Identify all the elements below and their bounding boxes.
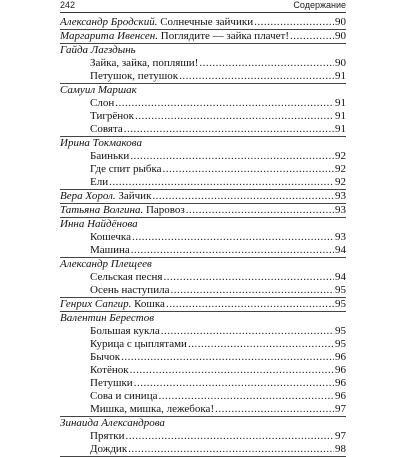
table-of-contents [60, 16, 346, 457]
toc-entry [60, 284, 346, 297]
poem-title: Слон [90, 97, 115, 109]
poem-title: Баиньки [90, 150, 130, 162]
page-number: 242 [60, 0, 76, 10]
dot-leader [163, 163, 334, 176]
poem-title: Мишка, мишка, лежебока! [90, 403, 215, 415]
toc-group [60, 137, 346, 190]
page-ref: 96 [335, 390, 346, 402]
toc-group [60, 298, 346, 312]
page-ref: 90 [335, 16, 346, 28]
dot-leader [115, 97, 334, 110]
toc-entry [60, 150, 346, 163]
poem-title: Машина [90, 244, 130, 256]
poem-title: Сова и синица [90, 390, 158, 402]
dot-leader [109, 176, 334, 189]
toc-entry [60, 325, 346, 338]
toc-author-heading [60, 258, 346, 271]
page-ref: 94 [335, 271, 346, 283]
page-ref: 95 [335, 298, 346, 310]
page-ref: 91 [335, 70, 346, 82]
poem-title: Большая кукла [90, 325, 160, 337]
poem-title: Зайка, зайка, попляши! [90, 57, 199, 69]
toc-entry [60, 443, 346, 456]
toc-group [60, 258, 346, 298]
page-ref: 97 [335, 403, 346, 415]
page-ref: 90 [335, 57, 346, 69]
toc-entry [60, 364, 346, 377]
dot-leader [131, 244, 334, 257]
poem-title: Петушки [90, 377, 133, 389]
page-ref: 95 [335, 325, 346, 337]
dot-leader [170, 284, 334, 297]
page-ref: 93 [335, 190, 346, 202]
poem-title: Поглядите — зайка плачет! [158, 30, 290, 42]
dot-leader [126, 430, 334, 443]
header-divider [60, 12, 346, 13]
poem-title: Где спит рыбка [90, 163, 162, 175]
toc-entry-with-author [60, 298, 346, 311]
toc-entry [60, 244, 346, 257]
page-ref: 96 [335, 364, 346, 376]
entry-text [60, 204, 185, 217]
dot-leader [152, 190, 334, 203]
toc-entry [60, 57, 346, 70]
section-title: Содержание [293, 0, 346, 10]
author-name: Александр Бродский. [60, 16, 158, 28]
entry-text [60, 16, 253, 29]
dot-leader [188, 338, 334, 351]
page-header [60, 0, 346, 11]
author-name: Ирина Токмакова [60, 137, 142, 149]
page-ref: 90 [335, 30, 346, 42]
dot-leader [290, 30, 334, 43]
toc-entry [60, 231, 346, 244]
poem-title: Тигрёнок [90, 110, 134, 122]
toc-entry-with-author [60, 204, 346, 217]
toc-group [60, 312, 346, 417]
dot-leader [135, 110, 334, 123]
poem-title: Прятки [90, 430, 125, 442]
dot-leader [179, 70, 334, 83]
dot-leader [254, 16, 334, 29]
dot-leader [132, 231, 334, 244]
dot-leader [158, 390, 334, 403]
toc-author-heading [60, 312, 346, 325]
page-ref: 91 [335, 110, 346, 122]
page-ref: 92 [335, 176, 346, 188]
toc-entry [60, 271, 346, 284]
author-name: Гайда Лагздынь [60, 44, 136, 56]
poem-title: Зайчик [115, 190, 152, 202]
poem-title: Петушок, петушок [90, 70, 179, 82]
author-name: Самуил Маршак [60, 84, 137, 96]
toc-entry [60, 430, 346, 443]
poem-title: Ели [90, 176, 109, 188]
page-ref: 92 [335, 163, 346, 175]
toc-group [60, 417, 346, 457]
poem-title: Совята [90, 123, 123, 135]
poem-title: Бычок [90, 351, 121, 363]
toc-group [60, 84, 346, 137]
toc-author-heading [60, 84, 346, 97]
page-ref: 91 [335, 123, 346, 135]
toc-entry [60, 123, 346, 136]
dot-leader [199, 57, 334, 70]
page-ref: 97 [335, 430, 346, 442]
toc-entry [60, 176, 346, 189]
toc-entry [60, 338, 346, 351]
poem-title: Кошечка [90, 231, 131, 243]
poem-title: Котёнок [90, 364, 129, 376]
poem-title: Курица с цыплятами [90, 338, 187, 350]
dot-leader [128, 443, 334, 456]
dot-leader [186, 204, 334, 217]
page-ref: 93 [335, 231, 346, 243]
page-ref: 98 [335, 443, 346, 455]
author-name: Александр Плещеев [60, 258, 152, 270]
toc-entry [60, 110, 346, 123]
toc-entry [60, 70, 346, 83]
toc-group [60, 218, 346, 258]
toc-entry-with-author [60, 30, 346, 43]
toc-entry-with-author [60, 16, 346, 29]
toc-entry [60, 403, 346, 416]
dot-leader [121, 351, 334, 364]
toc-author-heading [60, 218, 346, 231]
toc-author-heading [60, 417, 346, 430]
page-ref: 94 [335, 244, 346, 256]
author-name: Генрих Сапгир. [60, 298, 132, 310]
dot-leader [124, 123, 334, 136]
page-ref: 96 [335, 351, 346, 363]
page-ref: 93 [335, 204, 346, 216]
dot-leader [130, 364, 334, 377]
poem-title: Дождик [90, 443, 128, 455]
dot-leader [215, 403, 334, 416]
entry-text [60, 298, 165, 311]
page-ref: 96 [335, 377, 346, 389]
entry-text [60, 190, 151, 203]
toc-author-heading [60, 137, 346, 150]
author-name: Зинаида Александрова [60, 417, 165, 429]
poem-title: Сельская песня [90, 271, 163, 283]
page-ref: 95 [335, 338, 346, 350]
toc-author-heading [60, 44, 346, 57]
toc-entry [60, 390, 346, 403]
toc-group [60, 190, 346, 204]
toc-group [60, 44, 346, 84]
toc-entry [60, 163, 346, 176]
toc-entry-with-author [60, 190, 346, 203]
dot-leader [134, 377, 334, 390]
toc-entry [60, 351, 346, 364]
dot-leader [163, 271, 334, 284]
page-ref: 91 [335, 97, 346, 109]
poem-title: Солнечные зайчики [157, 16, 254, 28]
toc-group [60, 30, 346, 44]
toc-group [60, 16, 346, 30]
toc-group [60, 204, 346, 218]
entry-text [60, 30, 289, 43]
dot-leader [130, 150, 334, 163]
dot-leader [161, 325, 334, 338]
toc-entry [60, 97, 346, 110]
poem-title: Осень наступила [90, 284, 170, 296]
dot-leader [166, 298, 334, 311]
page-ref: 92 [335, 150, 346, 162]
author-name: Вера Хорол. [60, 190, 116, 202]
author-name: Татьяна Волгина. [60, 204, 144, 216]
author-name: Валентин Берестов [60, 312, 154, 324]
poem-title: Кошка [131, 298, 165, 310]
page-ref: 95 [335, 284, 346, 296]
poem-title: Паровоз [143, 204, 185, 216]
toc-entry [60, 377, 346, 390]
author-name: Маргарита Ивенсен. [60, 30, 159, 42]
author-name: Инна Найдёнова [60, 218, 138, 230]
